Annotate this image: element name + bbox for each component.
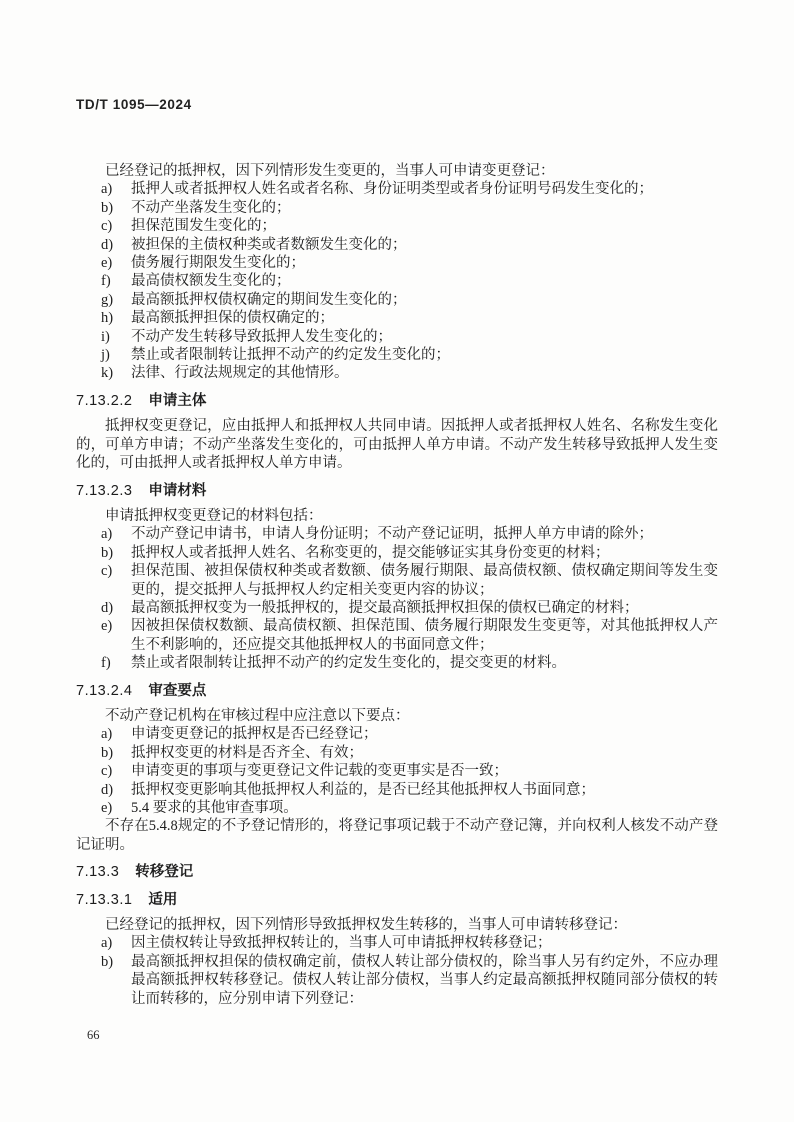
list-marker: c) [101,218,113,235]
materials-intro: 申请抵押权变更登记的材料包括： [105,507,323,524]
list-item-text: 禁止或者限制转让抵押不动产的约定发生变化的，提交变更的材料。 [131,655,566,672]
list-item [76,236,718,254]
list-item [76,725,718,743]
list-item-text: 因主债权转让导致抵押权转让的，当事人可申请抵押权转移登记； [131,935,552,952]
review-closing-paragraph: 不存在5.4.8规定的不予登记情形的，将登记事项记载于不动产登记簿，并向权利人核发不动产登记证明。 [76,818,718,853]
list-item-text: 抵押权变更的材料是否齐全、有效； [131,744,363,761]
section-heading-application-materials [76,482,718,500]
application-subject-paragraph: 抵押权变更登记，应由抵押人和抵押权人共同申请。因抵押人或者抵押权人姓名、名称发生变化的，可单方申请；不动产坐落发生变化的，可由抵押人单方申请。不动产发生转移导致抵押人发生变化的，可由抵押人或者抵押权人单方申请。 [76,418,718,472]
list-marker: d) [101,781,114,798]
section-heading-transfer-registration [76,863,718,881]
list-item-text: 不动产坐落发生变化的； [131,199,291,216]
list-item-text: 最高额抵押担保的债权确定的； [131,310,334,327]
review-points-intro: 不动产登记机构在审核过程中应注意以下要点： [105,707,410,724]
clause-number: 7.13.2.2 [76,392,133,409]
page-body [76,162,718,1008]
list-marker: k) [101,365,114,382]
list-item [76,762,718,780]
list-marker: a) [101,526,113,543]
list-item [76,744,718,762]
list-item-text: 最高额抵押权担保的债权确定前，债权人转让部分债权的，除当事人另有约定外，不应办理最高额抵押权转移登记。债权人转让部分债权，当事人约定最高额抵押权随同部分债权的转让而转移的，应分别申请下列登记： [131,953,718,1007]
clause-number: 7.13.2.3 [76,482,133,499]
list-item [76,934,718,952]
list-item [76,180,718,198]
list-item-text: 债务履行期限发生变化的； [131,255,305,272]
list-marker: a) [101,726,113,743]
list-item-text: 被担保的主债权种类或者数额发生变化的； [131,236,407,253]
list-item-text: 最高额抵押权变为一般抵押权的，提交最高额抵押权担保的债权已确定的材料； [131,599,639,616]
change-situations-list [76,180,718,382]
list-item [76,217,718,235]
list-item [76,953,718,1008]
list-item-text: 抵押权变更影响其他抵押权人利益的，是否已经其他抵押权人书面同意； [131,781,595,798]
list-item [76,525,718,543]
clause-title: 适用 [148,891,178,908]
list-item [76,781,718,799]
list-item [76,562,718,599]
list-marker: e) [101,800,113,816]
list-item [76,254,718,272]
section-heading-transfer-applicability [76,891,718,909]
list-marker: e) [101,255,113,272]
list-marker: f) [101,655,111,672]
list-item-text: 不动产登记申请书，申请人身份证明；不动产登记证明，抵押人单方申请的除外； [131,526,653,543]
list-marker: f) [101,273,111,290]
list-item [76,346,718,364]
list-item [76,654,718,672]
list-marker: i) [101,328,110,345]
list-marker: b) [101,744,114,761]
clause-number: 7.13.3.1 [76,891,133,908]
list-item-text: 法律、行政法规规定的其他情形。 [131,365,349,382]
list-marker: j) [101,347,110,364]
list-item [76,799,718,817]
list-item [76,199,718,217]
review-points-list [76,725,718,817]
list-item-text: 担保范围发生变化的； [131,218,276,235]
list-item-text: 申请变更登记的抵押权是否已经登记； [131,726,378,743]
list-marker: c) [101,763,113,780]
list-marker: c) [101,563,113,580]
list-item-text: 不动产发生转移导致抵押人发生变化的； [131,328,392,345]
clause-number: 7.13.2.4 [76,682,133,699]
list-marker: a) [101,935,113,952]
standard-code-header: TD/T 1095—2024 [76,97,192,112]
list-item [76,364,718,382]
list-item-text: 抵押人或者抵押权人姓名或者名称、身份证明类型或者身份证明号码发生变化的； [131,181,653,198]
list-item-text: 因被担保债权数额、最高债权额、担保范围、债务履行期限发生变更等，对其他抵押权人产生不利影响的，还应提交其他抵押权人的书面同意文件； [131,618,718,653]
clause-number: 7.13.3 [76,864,120,881]
clause-title: 审查要点 [148,682,207,699]
list-item [76,599,718,617]
list-marker: d) [101,236,114,253]
list-marker: d) [101,599,114,616]
materials-list [76,525,718,672]
list-item [76,544,718,562]
list-item [76,291,718,309]
transfer-intro: 已经登记的抵押权，因下列情形导致抵押权发生转移的，当事人可申请转移登记： [105,917,627,934]
list-item-text: 申请变更的事项与变更登记文件记载的变更事实是否一致； [131,763,508,780]
list-marker: b) [101,953,114,970]
list-item [76,328,718,346]
list-marker: b) [101,544,114,561]
list-marker: e) [101,618,113,635]
change-registration-intro: 已经登记的抵押权，因下列情形发生变更的，当事人可申请变更登记： [105,163,555,179]
list-item [76,272,718,290]
list-item [76,309,718,327]
list-item-text: 抵押权人或者抵押人姓名、名称变更的，提交能够证实其身份变更的材料； [131,544,610,561]
page-number: 66 [87,1028,100,1042]
clause-title: 申请材料 [148,482,207,499]
list-marker: b) [101,199,114,216]
section-heading-review-points [76,682,718,700]
section-heading-application-subject [76,392,718,410]
clause-title: 申请主体 [148,392,207,409]
transfer-list [76,934,718,1008]
list-marker: h) [101,310,114,327]
list-item-text: 担保范围、被担保债权种类或者数额、债务履行期限、最高债权额、债权确定期间等发生变更的，提交抵押人与抵押权人约定相关变更内容的协议； [131,563,718,598]
list-item-text: 5.4 要求的其他审查事项。 [131,800,298,816]
list-item-text: 禁止或者限制转让抵押不动产的约定发生变化的； [131,347,450,364]
list-item-text: 最高债权额发生变化的； [131,273,291,290]
list-item [76,617,718,654]
list-marker: g) [101,291,114,308]
list-item-text: 最高额抵押权债权确定的期间发生变化的； [131,291,407,308]
list-marker: a) [101,181,113,198]
clause-title: 转移登记 [135,864,194,881]
